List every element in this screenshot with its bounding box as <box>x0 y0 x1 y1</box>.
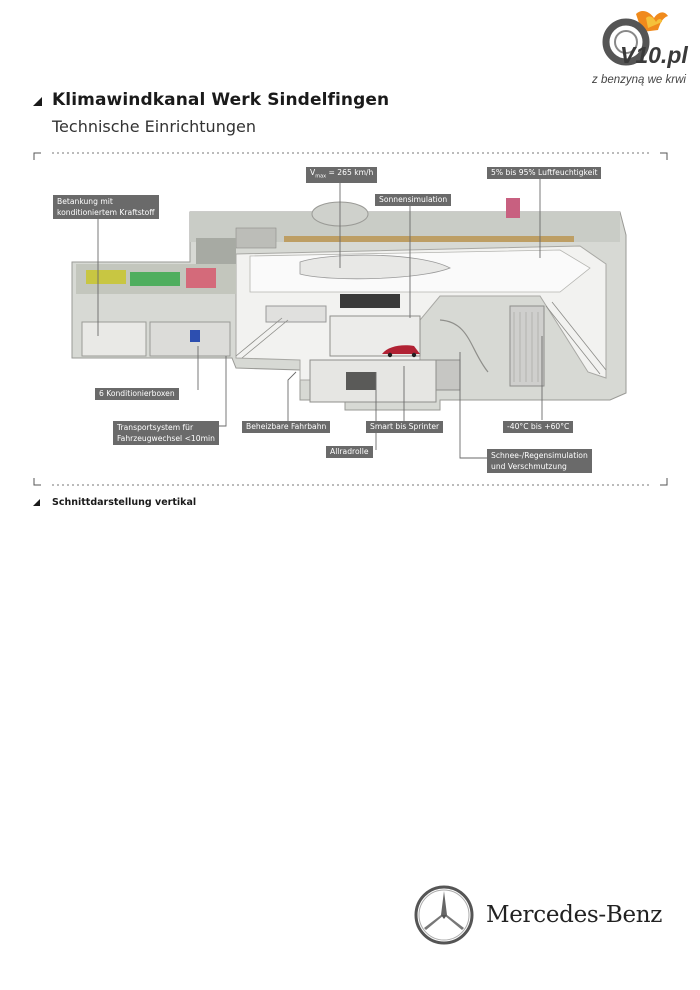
page-subtitle: Technische Einrichtungen <box>52 117 256 136</box>
label-vmax-symbol: V <box>310 168 316 177</box>
label-betankung <box>53 195 159 219</box>
diagram-caption: Schnittdarstellung vertikal <box>52 497 197 508</box>
label-betankung-line1: Betankung mit <box>57 197 113 206</box>
label-schnee-regen <box>487 449 592 473</box>
caption-marker-icon <box>33 499 40 506</box>
label-fahrbahn: Beheizbare Fahrbahn <box>242 421 330 433</box>
label-betankung-line2: konditioniertem Kraftstoff <box>57 208 155 217</box>
site-logo-name: V10.pl <box>620 42 688 68</box>
label-vmax <box>306 167 377 183</box>
label-schnee-line1: Schnee-/Regensimulation <box>491 451 588 460</box>
label-sonnensimulation: Sonnensimulation <box>375 194 451 206</box>
brand-name: Mercedes-Benz <box>486 902 663 928</box>
label-allradrolle: Allradrolle <box>326 446 373 458</box>
mercedes-star-icon <box>413 884 475 946</box>
label-transport-line2: Fahrzeugwechsel <10min <box>117 434 215 443</box>
label-vmax-value: = 265 km/h <box>326 168 374 177</box>
building-shell <box>72 198 626 410</box>
label-luftfeuchtigkeit: 5% bis 95% Luftfeuchtigkeit <box>487 167 601 179</box>
label-konditionierboxen: 6 Konditionierboxen <box>95 388 179 400</box>
label-vmax-sub: max <box>315 173 327 180</box>
label-temperatur: -40°C bis +60°C <box>503 421 573 433</box>
label-schnee-line2: und Verschmutzung <box>491 462 567 471</box>
label-transport-line1: Transportsystem für <box>117 423 194 432</box>
page-title: Klimawindkanal Werk Sindelfingen <box>52 90 390 110</box>
label-smart-sprinter: Smart bis Sprinter <box>366 421 443 433</box>
site-logo-tagline: z benzyną we krwi <box>592 74 686 86</box>
label-transportsystem <box>113 421 219 445</box>
